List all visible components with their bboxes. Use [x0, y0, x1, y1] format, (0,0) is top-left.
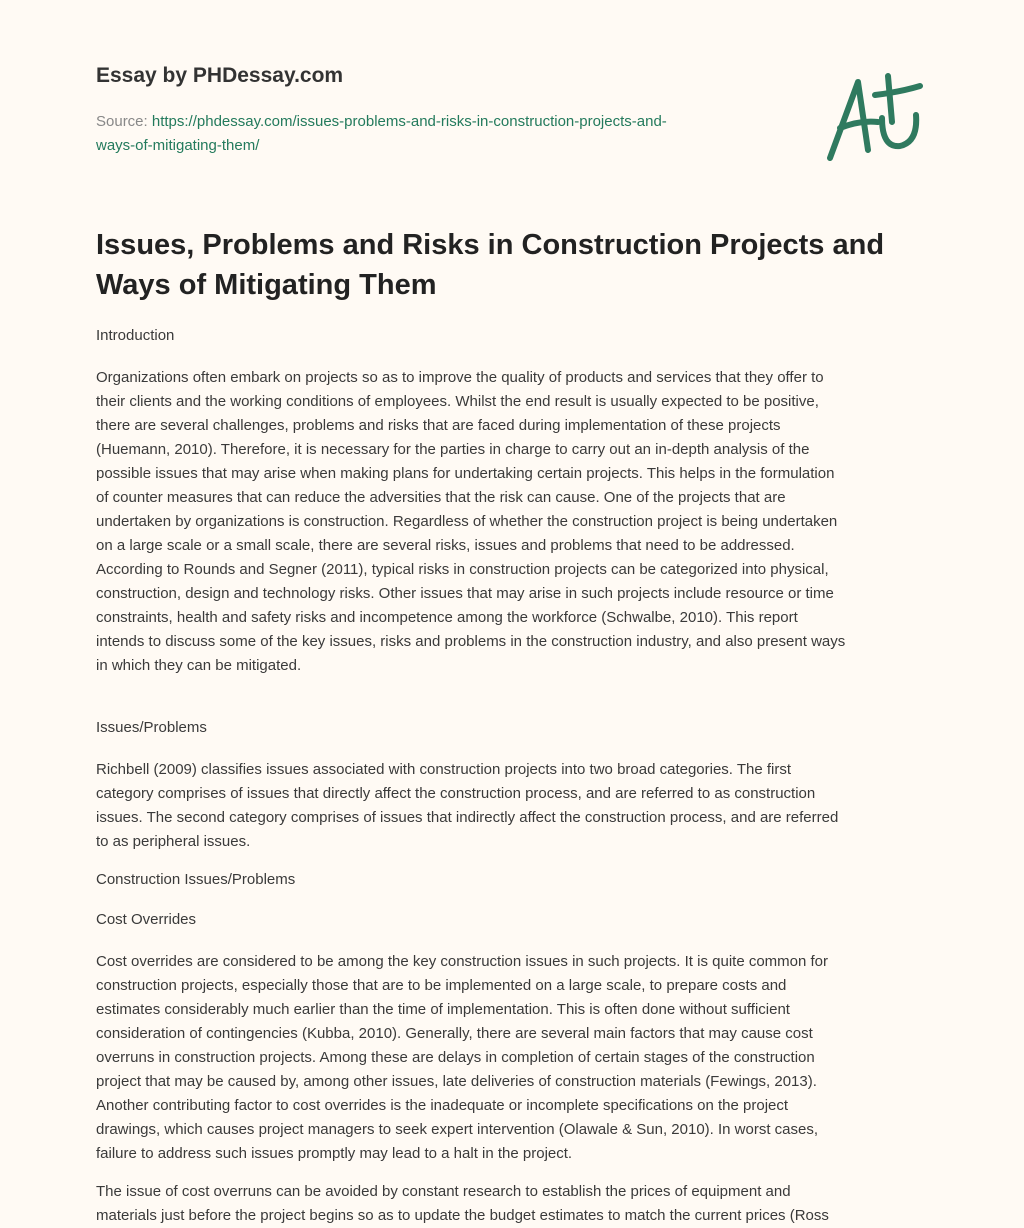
paragraph-line: to as peripheral issues. [96, 833, 251, 850]
source-link-line: https://phdessay.com/issues-problems-and-risks-in-construction-projects-and- [151, 113, 667, 130]
paragraph [96, 366, 936, 678]
paragraph-line: Organizations often embark on projects so as to improve the quality of products and services that they offer to [96, 369, 824, 386]
heading-construction-issues: Construction Issues/Problems [96, 871, 296, 888]
source-link[interactable] [96, 113, 667, 154]
site-title: Essay by PHDessay.com [96, 64, 344, 87]
paragraph-line: materials just before the project begins so as to update the budget estimates to match the current prices (Ross [96, 1207, 829, 1224]
paragraph-line: overruns in construction projects. Among these are delays in completion of certain stages of the construction [96, 1049, 815, 1066]
source-line [96, 110, 667, 158]
paragraph [96, 1180, 936, 1228]
page-title [96, 225, 936, 305]
paragraph-line: their clients and the working conditions of employees. Whilst the end result is usually expected to be positive, [96, 393, 819, 410]
paragraph-line: of counter measures that can reduce the adversities that the risk can cause. One of the projects that are [96, 489, 786, 506]
paragraph-line: intends to discuss some of the key issues, risks and problems in the construction industry, and also present ways [96, 633, 846, 650]
paragraph-line: According to Rounds and Segner (2011), typical risks in construction projects can be categorized into physical, [96, 561, 829, 578]
paragraph-line: failure to address such issues promptly may lead to a halt in the project. [96, 1145, 573, 1162]
paragraph-line: Another contributing factor to cost overrides is the inadequate or incomplete specifications on the project [96, 1097, 789, 1114]
paragraph-line: construction, design and technology risks. Other issues that may arise in such projects include resource or time [96, 585, 834, 602]
heading-introduction: Introduction [96, 327, 175, 344]
paragraph [96, 950, 936, 1166]
title-line: Ways of Mitigating Them [96, 269, 437, 301]
paragraph-line: Cost overrides are considered to be among the key construction issues in such projects. It is quite common for [96, 953, 829, 970]
paragraph-line: construction projects, especially those that are to be implemented on a large scale, to prepare costs and [96, 977, 787, 994]
paragraph-line: constraints, health and safety risks and incompetence among the workforce (Schwalbe, 2010). This report [96, 609, 798, 626]
source-link-line: ways-of-mitigating-them/ [96, 137, 260, 154]
paragraph-line: in which they can be mitigated. [96, 657, 302, 674]
paragraph-line: issues. The second category comprises of issues that indirectly affect the construction process, and are referred [96, 809, 839, 826]
paragraph-line: consideration of contingencies (Kubba, 2010). Generally, there are several main factors that may cause cost [96, 1025, 813, 1042]
paragraph-line: there are several challenges, problems and risks that are faced during implementation of these projects [96, 417, 781, 434]
paragraph-line: (Huemann, 2010). Therefore, it is necessary for the parties in charge to carry out an in-depth analysis of the [96, 441, 810, 458]
title-line: Issues, Problems and Risks in Construction Projects and [96, 229, 885, 261]
paragraph-line: estimates considerably much earlier than the time of implementation. This is often done without sufficient [96, 1001, 790, 1018]
paragraph-line: undertaken by organizations is construction. Regardless of whether the construction project is being undertaken [96, 513, 838, 530]
a-plus-logo-icon [820, 70, 930, 165]
heading-issues: Issues/Problems [96, 719, 207, 736]
essay-body [96, 324, 936, 1228]
paragraph-line: The issue of cost overruns can be avoided by constant research to establish the prices of equipment and [96, 1183, 791, 1200]
source-label: Source: [96, 113, 152, 130]
paragraph-line: category comprises of issues that directly affect the construction process, and are referred to as construction [96, 785, 816, 802]
heading-cost-overrides: Cost Overrides [96, 911, 197, 928]
paragraph-line: Richbell (2009) classifies issues associated with construction projects into two broad categories. The first [96, 761, 792, 778]
paragraph-line: drawings, which causes project managers to seek expert intervention (Olawale & Sun, 2010). In worst cases, [96, 1121, 819, 1138]
paragraph-line: project that may be caused by, among other issues, late deliveries of construction materials (Fewings, 2013). [96, 1073, 817, 1090]
paragraph-line: on a large scale or a small scale, there are several risks, issues and problems that need to be addressed. [96, 537, 795, 554]
paragraph [96, 758, 936, 854]
paragraph-line: possible issues that may arise when making plans for undertaking certain projects. This helps in the formulation [96, 465, 835, 482]
